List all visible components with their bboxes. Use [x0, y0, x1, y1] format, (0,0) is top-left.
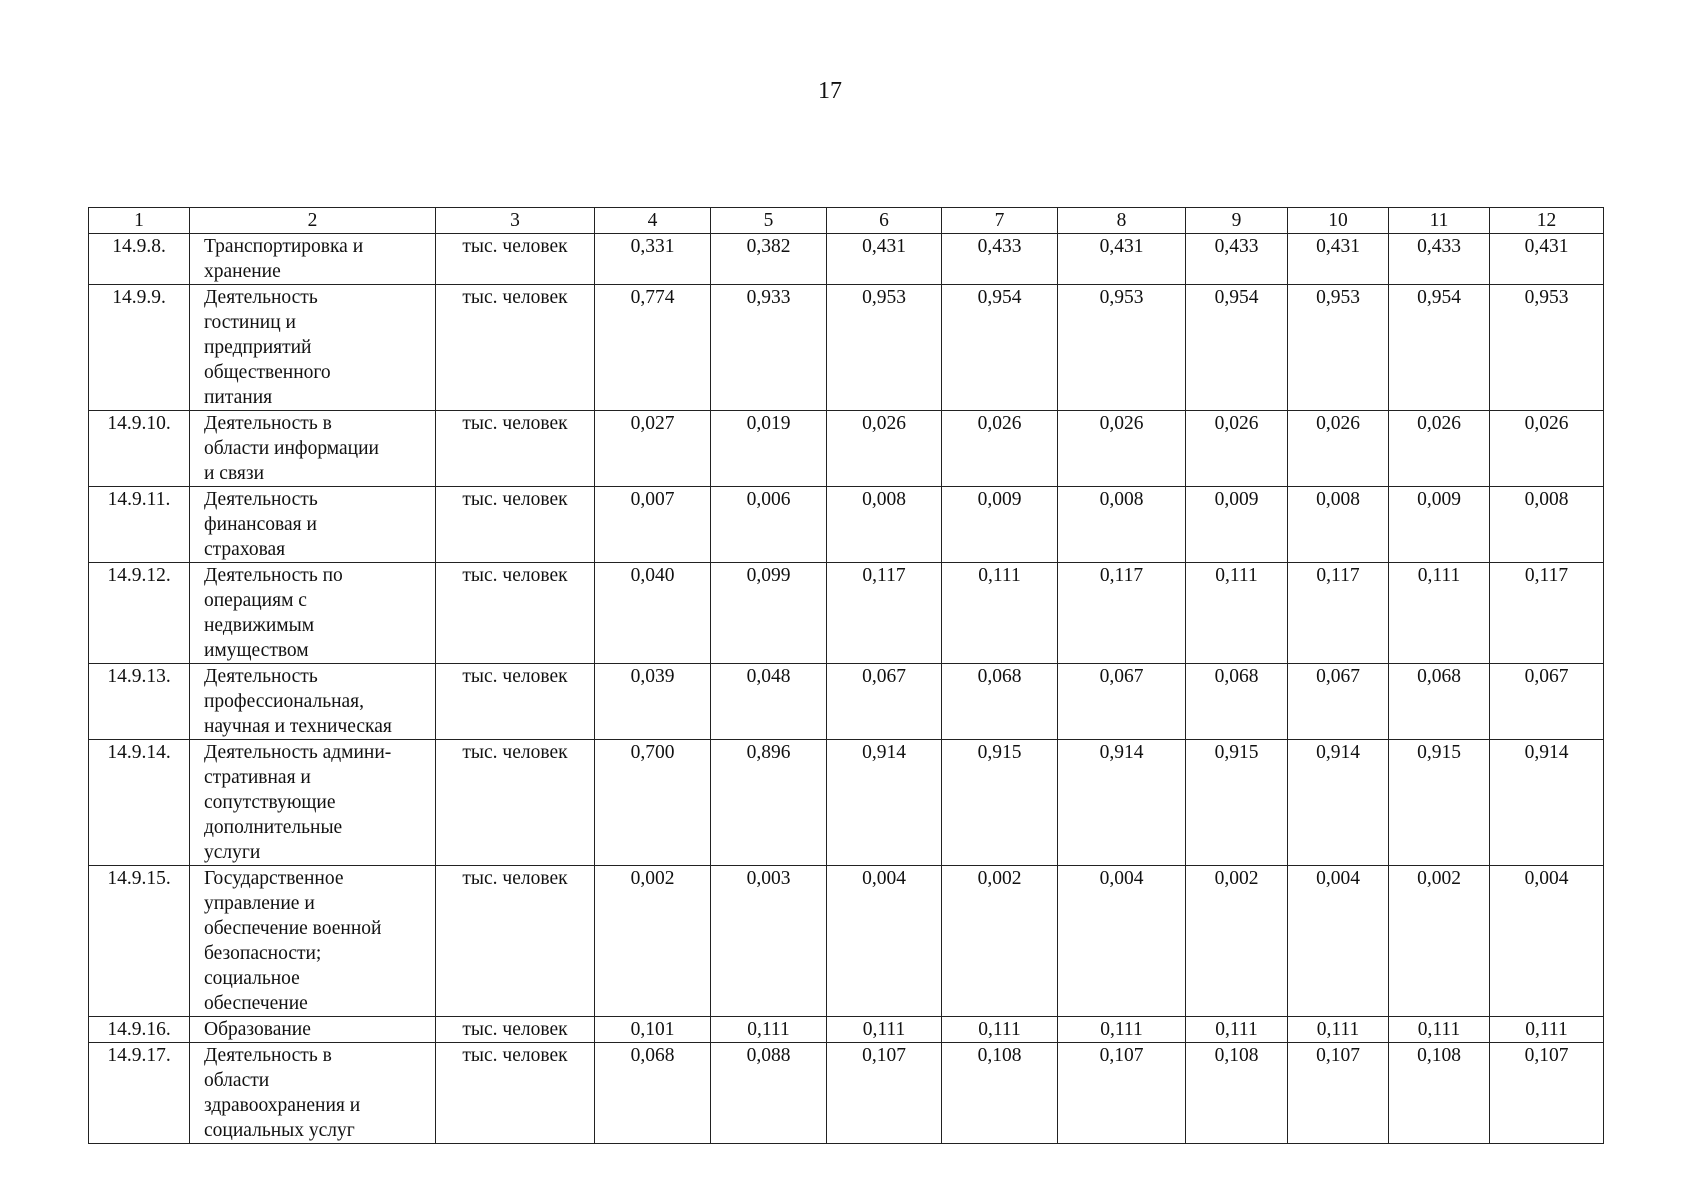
row-value: 0,004 — [1490, 866, 1604, 1017]
row-value: 0,007 — [595, 487, 711, 563]
row-value: 0,915 — [1186, 740, 1288, 866]
row-value: 0,431 — [827, 234, 942, 285]
row-value: 0,008 — [1288, 487, 1389, 563]
row-value: 0,009 — [942, 487, 1058, 563]
row-unit: тыс. человек — [436, 487, 595, 563]
row-unit: тыс. человек — [436, 411, 595, 487]
row-value: 0,700 — [595, 740, 711, 866]
row-name-line: обеспечение военной — [204, 918, 382, 939]
row-name-line: Образование — [204, 1019, 311, 1040]
table-row — [89, 664, 1604, 740]
row-value: 0,026 — [827, 411, 942, 487]
row-value: 0,101 — [595, 1017, 711, 1043]
row-value: 0,108 — [942, 1043, 1058, 1144]
table-row — [89, 285, 1604, 411]
row-value: 0,953 — [827, 285, 942, 411]
row-value: 0,915 — [942, 740, 1058, 866]
row-code: 14.9.17. — [89, 1043, 190, 1144]
row-name-line: стративная и — [204, 767, 311, 788]
data-table — [88, 207, 1604, 1144]
row-unit: тыс. человек — [436, 1017, 595, 1043]
row-value: 0,896 — [711, 740, 827, 866]
row-value: 0,006 — [711, 487, 827, 563]
row-value: 0,111 — [1186, 563, 1288, 664]
row-value: 0,002 — [942, 866, 1058, 1017]
row-value: 0,953 — [1288, 285, 1389, 411]
row-value: 0,117 — [1058, 563, 1186, 664]
row-name-line: Деятельность — [204, 666, 318, 687]
row-value: 0,027 — [595, 411, 711, 487]
row-value: 0,004 — [1058, 866, 1186, 1017]
row-unit: тыс. человек — [436, 563, 595, 664]
page-number: 17 — [818, 78, 842, 104]
row-value: 0,002 — [1389, 866, 1490, 1017]
row-value: 0,067 — [1058, 664, 1186, 740]
row-value: 0,108 — [1389, 1043, 1490, 1144]
row-value: 0,026 — [942, 411, 1058, 487]
row-value: 0,068 — [942, 664, 1058, 740]
row-value: 0,067 — [827, 664, 942, 740]
row-name-line: профессиональная, — [204, 691, 365, 712]
row-name-line: области информации — [204, 438, 379, 459]
row-code: 14.9.9. — [89, 285, 190, 411]
row-code: 14.9.11. — [89, 487, 190, 563]
row-value: 0,433 — [942, 234, 1058, 285]
row-name-line: Деятельность — [204, 489, 318, 510]
row-value: 0,914 — [1490, 740, 1604, 866]
row-value: 0,108 — [1186, 1043, 1288, 1144]
row-value: 0,953 — [1058, 285, 1186, 411]
row-value: 0,914 — [827, 740, 942, 866]
row-value: 0,111 — [1288, 1017, 1389, 1043]
row-value: 0,933 — [711, 285, 827, 411]
row-name-line: финансовая и — [204, 514, 317, 535]
row-value: 0,107 — [1058, 1043, 1186, 1144]
row-value: 0,915 — [1389, 740, 1490, 866]
row-value: 0,107 — [1288, 1043, 1389, 1144]
row-name-line: Деятельность по — [204, 565, 343, 586]
column-number: 4 — [595, 208, 711, 234]
row-value: 0,040 — [595, 563, 711, 664]
column-number: 2 — [190, 208, 436, 234]
row-unit: тыс. человек — [436, 664, 595, 740]
row-value: 0,026 — [1058, 411, 1186, 487]
row-name-line: услуги — [204, 842, 261, 863]
row-value: 0,107 — [1490, 1043, 1604, 1144]
column-number: 5 — [711, 208, 827, 234]
row-value: 0,111 — [942, 563, 1058, 664]
row-name — [190, 664, 436, 740]
row-name — [190, 740, 436, 866]
row-name — [190, 234, 436, 285]
table-row — [89, 234, 1604, 285]
row-value: 0,068 — [595, 1043, 711, 1144]
row-unit: тыс. человек — [436, 234, 595, 285]
row-value: 0,068 — [1186, 664, 1288, 740]
row-value: 0,026 — [1186, 411, 1288, 487]
row-unit: тыс. человек — [436, 740, 595, 866]
row-value: 0,774 — [595, 285, 711, 411]
row-name-line: Деятельность в — [204, 1045, 332, 1066]
row-name-line: хранение — [204, 261, 281, 282]
row-name-line: безопасности; — [204, 943, 322, 964]
row-name-line: области — [204, 1070, 270, 1091]
row-value: 0,026 — [1288, 411, 1389, 487]
row-value: 0,003 — [711, 866, 827, 1017]
row-name-line: научная и техническая — [204, 716, 392, 737]
row-name — [190, 563, 436, 664]
row-unit: тыс. человек — [436, 866, 595, 1017]
row-value: 0,433 — [1389, 234, 1490, 285]
row-value: 0,107 — [827, 1043, 942, 1144]
row-code: 14.9.10. — [89, 411, 190, 487]
table-row — [89, 740, 1604, 866]
row-name — [190, 1043, 436, 1144]
row-value: 0,067 — [1288, 664, 1389, 740]
row-value: 0,111 — [1186, 1017, 1288, 1043]
row-name-line: гостиниц и — [204, 312, 296, 333]
row-code: 14.9.15. — [89, 866, 190, 1017]
row-name-line: здравоохранения и — [204, 1095, 361, 1116]
row-unit: тыс. человек — [436, 1043, 595, 1144]
row-name — [190, 1017, 436, 1043]
row-value: 0,026 — [1389, 411, 1490, 487]
row-name-line: страховая — [204, 539, 286, 560]
column-number: 11 — [1389, 208, 1490, 234]
row-name-line: предприятий — [204, 337, 312, 358]
row-name-line: Государственное — [204, 868, 344, 889]
row-value: 0,117 — [1288, 563, 1389, 664]
row-value: 0,004 — [1288, 866, 1389, 1017]
row-value: 0,004 — [827, 866, 942, 1017]
row-value: 0,111 — [711, 1017, 827, 1043]
row-name-line: имуществом — [204, 640, 309, 661]
table-row — [89, 866, 1604, 1017]
row-value: 0,111 — [942, 1017, 1058, 1043]
column-number: 9 — [1186, 208, 1288, 234]
row-value: 0,026 — [1490, 411, 1604, 487]
column-number: 10 — [1288, 208, 1389, 234]
row-name-line: дополнительные — [204, 817, 343, 838]
row-name-line: недвижимым — [204, 615, 315, 636]
table-row — [89, 411, 1604, 487]
column-number: 6 — [827, 208, 942, 234]
row-value: 0,111 — [1058, 1017, 1186, 1043]
row-name — [190, 285, 436, 411]
row-name-line: управление и — [204, 893, 315, 914]
row-name-line: обеспечение — [204, 993, 308, 1014]
row-code: 14.9.12. — [89, 563, 190, 664]
row-value: 0,111 — [1389, 1017, 1490, 1043]
table-row — [89, 1043, 1604, 1144]
row-value: 0,008 — [827, 487, 942, 563]
row-value: 0,433 — [1186, 234, 1288, 285]
row-value: 0,954 — [1186, 285, 1288, 411]
row-value: 0,019 — [711, 411, 827, 487]
row-name-line: социальное — [204, 968, 300, 989]
row-value: 0,914 — [1288, 740, 1389, 866]
table-row — [89, 487, 1604, 563]
column-number: 1 — [89, 208, 190, 234]
row-code: 14.9.16. — [89, 1017, 190, 1043]
row-name-line: социальных услуг — [204, 1120, 355, 1141]
row-value: 0,117 — [827, 563, 942, 664]
column-number: 7 — [942, 208, 1058, 234]
row-value: 0,431 — [1058, 234, 1186, 285]
row-value: 0,008 — [1058, 487, 1186, 563]
row-name-line: Транспортировка и — [204, 236, 364, 257]
row-value: 0,099 — [711, 563, 827, 664]
column-number: 12 — [1490, 208, 1604, 234]
row-value: 0,002 — [595, 866, 711, 1017]
row-name-line: Деятельность — [204, 287, 318, 308]
table-row — [89, 563, 1604, 664]
row-value: 0,039 — [595, 664, 711, 740]
row-value: 0,068 — [1389, 664, 1490, 740]
row-value: 0,431 — [1288, 234, 1389, 285]
column-number-row — [89, 208, 1604, 234]
row-value: 0,331 — [595, 234, 711, 285]
row-value: 0,953 — [1490, 285, 1604, 411]
row-name-line: сопутствующие — [204, 792, 336, 813]
row-value: 0,048 — [711, 664, 827, 740]
row-name-line: питания — [204, 387, 273, 408]
row-name-line: общественного — [204, 362, 331, 383]
row-value: 0,954 — [1389, 285, 1490, 411]
row-name-line: Деятельность в — [204, 413, 332, 434]
row-value: 0,009 — [1389, 487, 1490, 563]
row-value: 0,914 — [1058, 740, 1186, 866]
row-name-line: Деятельность админи- — [204, 742, 392, 763]
row-value: 0,008 — [1490, 487, 1604, 563]
row-value: 0,009 — [1186, 487, 1288, 563]
row-value: 0,382 — [711, 234, 827, 285]
column-number: 8 — [1058, 208, 1186, 234]
row-value: 0,111 — [1389, 563, 1490, 664]
row-unit: тыс. человек — [436, 285, 595, 411]
column-number: 3 — [436, 208, 595, 234]
row-value: 0,067 — [1490, 664, 1604, 740]
table-row — [89, 1017, 1604, 1043]
row-name-line: и связи — [204, 463, 265, 484]
row-value: 0,111 — [1490, 1017, 1604, 1043]
row-code: 14.9.14. — [89, 740, 190, 866]
row-code: 14.9.8. — [89, 234, 190, 285]
row-name — [190, 487, 436, 563]
row-value: 0,088 — [711, 1043, 827, 1144]
row-code: 14.9.13. — [89, 664, 190, 740]
row-name-line: операциям с — [204, 590, 307, 611]
row-name — [190, 411, 436, 487]
row-value: 0,002 — [1186, 866, 1288, 1017]
row-value: 0,111 — [827, 1017, 942, 1043]
row-value: 0,117 — [1490, 563, 1604, 664]
row-value: 0,431 — [1490, 234, 1604, 285]
row-value: 0,954 — [942, 285, 1058, 411]
row-name — [190, 866, 436, 1017]
